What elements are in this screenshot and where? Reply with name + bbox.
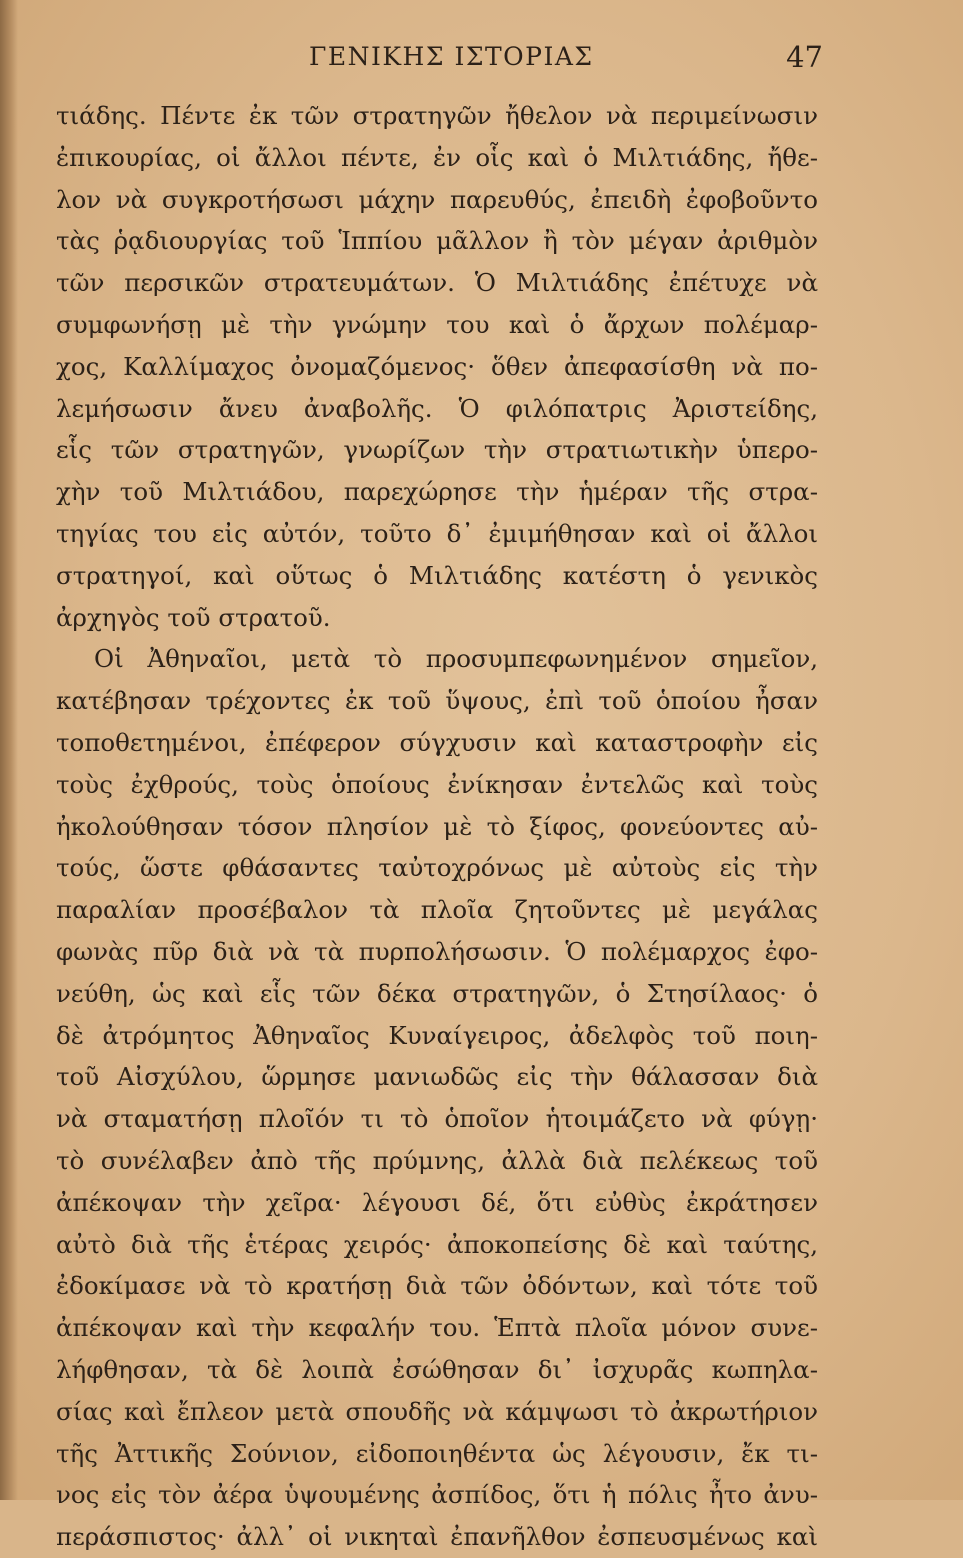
text-line: παραλίαν προσέβαλον τὰ πλοῖα ζητοῦντες μὲ μεγάλας <box>56 895 818 925</box>
text-line: λεμήσωσιν ἄνευ ἀναβολῆς. Ὁ φιλόπατρις Ἀριστείδης, <box>56 393 818 423</box>
text-line: τηγίας του εἰς αὐτόν, τοῦτο δ᾽ ἐμιμήθησαν καὶ οἱ ἄλλοι <box>56 518 818 548</box>
text-line: τιάδης. Πέντε ἐκ τῶν στρατηγῶν ἤθελον νὰ περιμείνωσιν <box>56 101 818 130</box>
text-line: περάσπιστος· ἀλλ᾽ οἱ νικηταὶ ἐπανῆλθον ἐσπευσμένως καὶ <box>56 1522 818 1552</box>
text-line: ἀπέκοψαν καὶ τὴν κεφαλήν του. Ἑπτὰ πλοῖα μόνον συνε- <box>56 1313 818 1343</box>
text-line: νεύθη, ὡς καὶ εἷς τῶν δέκα στρατηγῶν, ὁ Στησίλαος· ὁ <box>56 978 818 1008</box>
binding-edge <box>0 0 18 1500</box>
text-line: τὰς ῥᾳδιουργίας τοῦ Ἱππίου μᾶλλον ἢ τὸν μέγαν ἀριθμὸν <box>56 226 818 256</box>
running-title: ΓΕΝΙΚΗΣ ΙΣΤΟΡΙΑΣ <box>309 42 594 71</box>
text-line: τῆς Ἀττικῆς Σούνιον, εἰδοποιηθέντα ὡς λέγουσιν, ἔκ τι- <box>56 1438 818 1468</box>
text-line: τὸ συνέλαβεν ἀπὸ τῆς πρύμνης, ἀλλὰ διὰ πελέκεως τοῦ <box>56 1145 818 1175</box>
text-line: λον νὰ συγκροτήσωσι μάχην παρευθύς, ἐπειδὴ ἐφοβοῦντο <box>56 184 818 214</box>
paragraph-end-line: ἀρχηγὸς τοῦ στρατοῦ. <box>56 602 331 632</box>
text-line: ἐπικουρίας, οἱ ἄλλοι πέντε, ἐν οἷς καὶ ὁ Μιλτιάδης, ἤθε- <box>56 142 818 172</box>
text-line: τοὺς ἐχθρούς, τοὺς ὁποίους ἐνίκησαν ἐντελῶς καὶ τοὺς <box>56 769 818 799</box>
text-line: τοποθετημένοι, ἐπέφερον σύγχυσιν καὶ καταστροφὴν εἰς <box>56 727 818 757</box>
text-line: ἀπέκοψαν τὴν χεῖρα· λέγουσι δέ, ὅτι εὐθὺς ἐκράτησεν <box>56 1187 818 1217</box>
text-line: χος, Καλλίμαχος ὀνομαζόμενος· ὅθεν ἀπεφασίσθη νὰ πο- <box>56 351 818 381</box>
text-line: ἐδοκίμασε νὰ τὸ κρατήσῃ διὰ τῶν ὀδόντων, καὶ τότε τοῦ <box>56 1271 818 1301</box>
text-line: λήφθησαν, τὰ δὲ λοιπὰ ἐσώθησαν δι᾽ ἰσχυρᾶς κωπηλα- <box>56 1354 818 1384</box>
text-line: εἷς τῶν στρατηγῶν, γνωρίζων τὴν στρατιωτικὴν ὑπερο- <box>56 435 818 465</box>
text-line: σίας καὶ ἔπλεον μετὰ σπουδῆς νὰ κάμψωσι τὸ ἀκρωτήριον <box>56 1396 818 1426</box>
page-number: 47 <box>786 40 823 74</box>
text-line: στρατηγοί, καὶ οὕτως ὁ Μιλτιάδης κατέστη ὁ γενικὸς <box>56 560 818 590</box>
text-line: τῶν περσικῶν στρατευμάτων. Ὁ Μιλτιάδης ἐπέτυχε νὰ <box>56 268 818 298</box>
text-line: κατέβησαν τρέχοντες ἐκ τοῦ ὕψους, ἐπὶ τοῦ ὁποίου ἦσαν <box>56 686 818 716</box>
text-line: τούς, ὥστε φθάσαντες ταὐτοχρόνως μὲ αὐτοὺς εἰς τὴν <box>56 853 818 883</box>
text-line: συμφωνήσῃ μὲ τὴν γνώμην του καὶ ὁ ἄρχων πολέμαρ- <box>56 309 818 339</box>
text-line: χὴν τοῦ Μιλτιάδου, παρεχώρησε τὴν ἡμέραν τῆς στρα- <box>56 477 818 507</box>
text-line: φωνὰς πῦρ διὰ νὰ τὰ πυρπολήσωσιν. Ὁ πολέμαρχος ἐφο- <box>56 936 818 966</box>
paragraph-first-line: Οἱ Ἀθηναῖοι, μετὰ τὸ προσυμπεφωνημένον σημεῖον, <box>94 644 818 674</box>
body-text <box>56 95 818 1558</box>
text-line: νὰ σταματήσῃ πλοῖόν τι τὸ ὁποῖον ἡτοιμάζετο νὰ φύγῃ· <box>56 1104 818 1134</box>
text-line: νος εἰς τὸν ἀέρα ὑψουμένης ἀσπίδος, ὅτι ἡ πόλις ἦτο ἀνυ- <box>56 1480 818 1510</box>
text-line: αὐτὸ διὰ τῆς ἑτέρας χειρός· ἀποκοπείσης δὲ καὶ ταύτης, <box>56 1229 818 1259</box>
text-line: δὲ ἀτρόμητος Ἀθηναῖος Κυναίγειρος, ἀδελφὸς τοῦ ποιη- <box>56 1020 818 1050</box>
text-line: ἠκολούθησαν τόσον πλησίον μὲ τὸ ξίφος, φονεύοντες αὐ- <box>56 811 818 841</box>
text-line: τοῦ Αἰσχύλου, ὥρμησε μανιωδῶς εἰς τὴν θάλασσαν διὰ <box>56 1062 818 1092</box>
